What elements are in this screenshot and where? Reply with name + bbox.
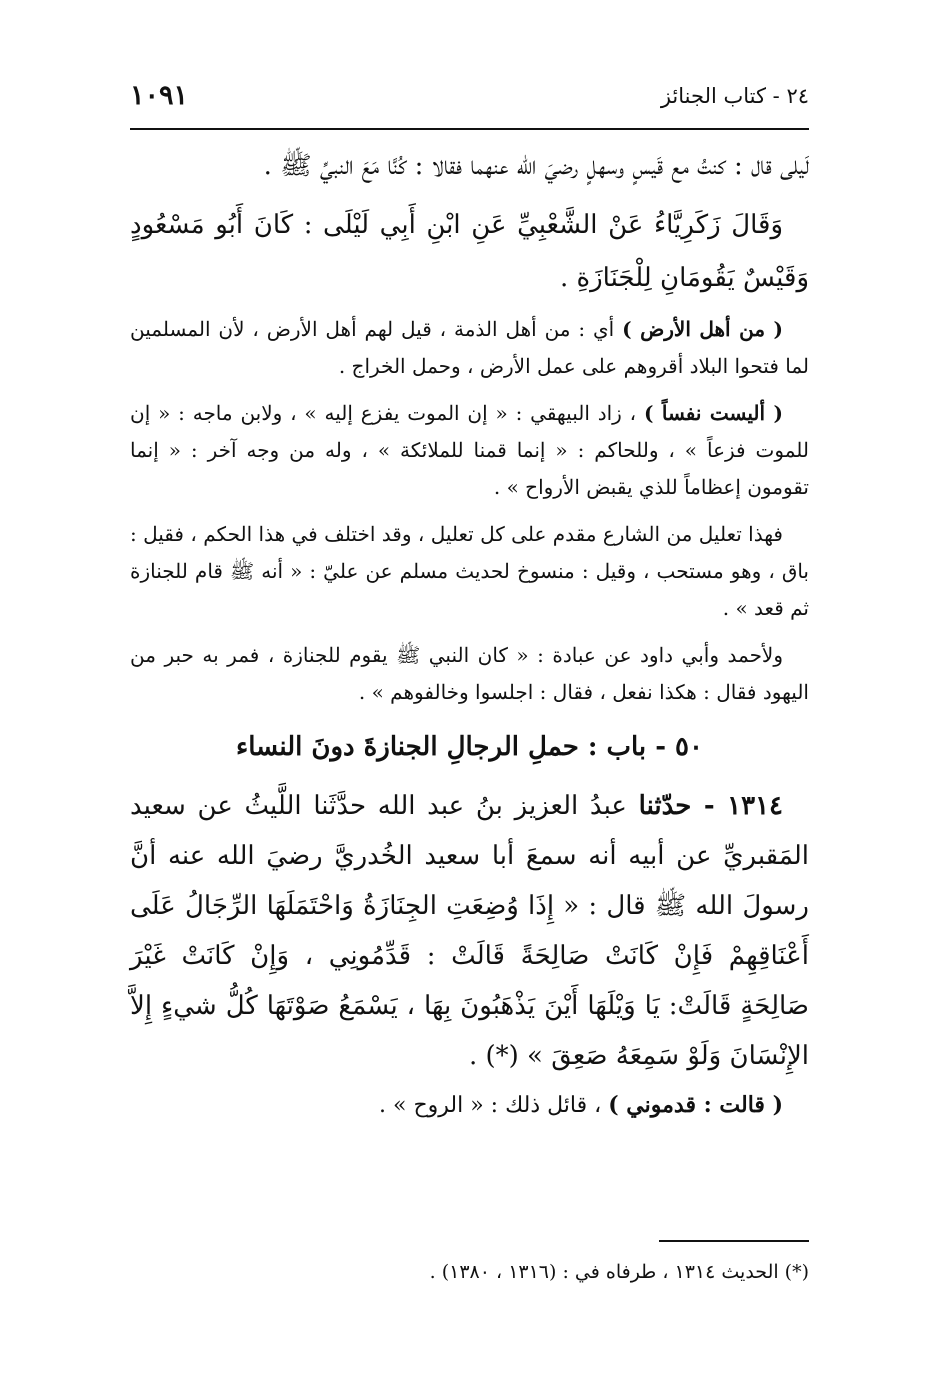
commentary-talil: فهذا تعليل من الشارع مقدم على كل تعليل ، وقد اختلف في هذا الحكم ، فقيل : باق ، وهو مستحب ، وقيل : منسوخ لحديث مسلم عن عليّ : « أنه ﷺ قام للجنازة ثم قعد » .	[130, 522, 809, 620]
hadith-number-lead: ١٣١٤ - حدّثنا	[638, 791, 783, 821]
hadith-continuation: لَيلى قال : كنتُ مع قَيسٍ وسهلٍ رضيَ الله عنهما فقالا : كُنَّا مَعَ النبيِّ ﷺ .	[263, 151, 809, 181]
hadith-text: عبدُ العزيز بنُ عبد الله حدَّثَنا اللَّيثُ عن سعيد المَقبريِّ عن أبيه أنه سمعَ أبا سعيد الخُدريَّ رضيَ الله عنه أنَّ رسولَ الله ﷺ قال : « إِذَا وُضِعَتِ الجِنَازَةُ وَاحْتَمَلَهَا الرِّجَالُ عَلَى أَعْنَاقِهِمْ فَإِنْ كَانَتْ صَالِحَةً قَالَتْ : قَدِّمُونِي ، وَإِنْ كَانَتْ غَيْرَ صَالِحَةٍ قَالَتْ: يَا وَيْلَهَا أَيْنَ يَذْهَبُونَ بِهَا ، يَسْمَعُ صَوْتَهَا كُلُّ شيءٍ إِلاَّ الإِنْسَانَ وَلَوْ سَمِعَهُ صَعِقَ » (*) .	[130, 791, 809, 1071]
commentary-qalat-qaddimuni	[130, 1087, 809, 1124]
commentary-ubada: ولأحمد وأبي داود عن عبادة : « كان النبي ﷺ يقوم للجنازة ، فمر به حبر من اليهود فقال : هكذا نفعل ، فقال : اجلسوا وخالفوهم » .	[130, 643, 809, 704]
commentary-text: ، زاد البيهقي : « إن الموت يفزع إليه » ، ولابن ماجه : « إن للموت فزعاً » ، وللحاكم : « إنما قمنا للملائكة » ، وله من وجه آخر : « إنما تقومون إعظاماً للذي يقبض الأرواح » .	[130, 401, 809, 499]
hadith-narration-zakariyya: وَقَالَ زَكَرِيَّاءُ عَنْ الشَّعْبِيِّ عَنِ ابْنِ أَبِي لَيْلَى : كَانَ أَبُو مَسْعُودٍ وَقَيْسٌ يَقُومَانِ لِلْجَنَازَةِ .	[130, 210, 809, 293]
chapter-title: ٥٠ - باب : حملِ الرجالِ الجنازةَ دونَ النساء	[236, 732, 703, 762]
commentary-text: ، قائل ذلك : « الروح » .	[379, 1093, 609, 1118]
commentary-lead: ( من أهل الأرض )	[622, 317, 783, 341]
commentary-lead: ( قالت : قدموني )	[608, 1092, 783, 1118]
commentary-lead: ( أليست نفساً )	[643, 401, 783, 425]
page-number: ١٠٩١	[130, 80, 189, 111]
page-header	[130, 80, 809, 120]
footnote-rule	[659, 1240, 809, 1242]
hadith-1314	[130, 781, 809, 1081]
footnote: (*) الحديث ١٣١٤ ، طرفاه في : (١٣١٦ ، ١٣٨٠) .	[429, 1261, 809, 1283]
commentary-ahl-al-ard	[130, 311, 809, 385]
running-head: ٢٤ - كتاب الجنائز	[660, 84, 809, 108]
commentary-alaysat-nafsan	[130, 395, 809, 506]
page-body	[130, 140, 809, 1134]
header-rule	[130, 128, 809, 130]
commentary-text: أي : من أهل الذمة ، قيل لهم أهل الأرض ، لأن المسلمين لما فتحوا البلاد أقروهم على عمل الأرض ، وحمل الخراج .	[130, 317, 809, 378]
